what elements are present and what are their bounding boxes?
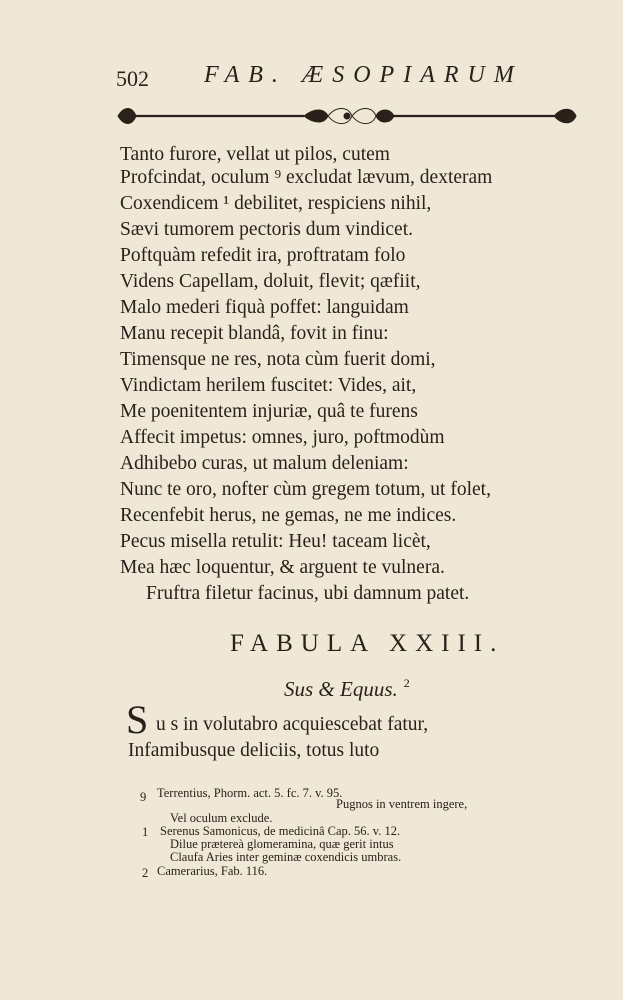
verse-line: Malo mederi fiquà poffet: languidam xyxy=(120,297,409,318)
verse-line: Affecit impetus: omnes, juro, poftmodùm xyxy=(120,427,445,448)
footnote-text: Dilue prætereà glomeramina, quæ gerit intus xyxy=(170,837,394,851)
verse-line: Poftquàm refedit ira, proftratam folo xyxy=(120,245,406,266)
footnote-text: Terrentius, Phorm. act. 5. fc. 7. v. 95. xyxy=(157,786,343,800)
footnote-text: Vel oculum exclude. xyxy=(170,811,273,825)
running-head: FAB. ÆSOPIARUM xyxy=(204,62,523,88)
page-number: 502 xyxy=(116,66,149,91)
verse-line: Sævi tumorem pectoris dum vindicet. xyxy=(120,219,414,240)
footnote-mark: 1 xyxy=(142,825,149,839)
verse-line: Timensque ne res, nota cùm fuerit domi, xyxy=(120,349,436,370)
verse-line: Mea hæc loquentur, & arguent te vulnera. xyxy=(120,557,445,578)
verse-line: Nunc te oro, nofter cùm gregem totum, ut folet, xyxy=(120,479,491,500)
fable-subtitle xyxy=(284,676,410,702)
verse-line: Profcindat, oculum ⁹ excludat lævum, dexteram xyxy=(120,167,493,188)
drop-cap: S xyxy=(126,697,149,742)
verse-line: Coxendicem ¹ debilitet, respiciens nihil, xyxy=(120,193,432,214)
verse-line: Videns Capellam, doluit, flevit; qæfiit, xyxy=(120,271,421,292)
verse-line: Fruftra filetur facinus, ubi damnum patet. xyxy=(146,583,470,604)
verse-line: Adhibebo curas, ut malum deleniam: xyxy=(120,453,409,474)
fable-line: Infamibusque deliciis, totus luto xyxy=(128,740,380,761)
fable-title: FABULA XXIII. xyxy=(230,630,505,657)
verse-line: Manu recepit blandâ, fovit in finu: xyxy=(120,323,389,344)
footnote-mark: 2 xyxy=(142,866,149,880)
verse-line: Pecus misella retulit: Heu! taceam licèt, xyxy=(120,531,431,552)
footnote-reference: 2 xyxy=(403,676,410,690)
verse-line: Recenfebit herus, ne gemas, ne me indices. xyxy=(120,505,457,526)
verse-line: Me poenitentem injuriæ, quâ te furens xyxy=(120,401,418,422)
fable-line: u s in volutabro acquiescebat fatur, xyxy=(156,714,429,735)
verse-line: Tanto furore, vellat ut pilos, cutem xyxy=(120,144,390,165)
footnote-text: Claufa Aries inter geminæ coxendicis umbras. xyxy=(170,850,402,864)
verse-line: Vindictam herilem fuscitet: Vides, ait, xyxy=(120,375,417,396)
decorative-rule-ornament xyxy=(114,104,580,128)
fable-subtitle-text: Sus & Equus. xyxy=(284,677,398,701)
footnote-text: Camerarius, Fab. 116. xyxy=(157,864,268,878)
footnote-text: Serenus Samonicus, de medicinâ Cap. 56. v. 12. xyxy=(160,824,401,838)
footnote-text: Pugnos in ventrem ingere, xyxy=(336,797,468,811)
footnote-mark: 9 xyxy=(140,790,147,804)
